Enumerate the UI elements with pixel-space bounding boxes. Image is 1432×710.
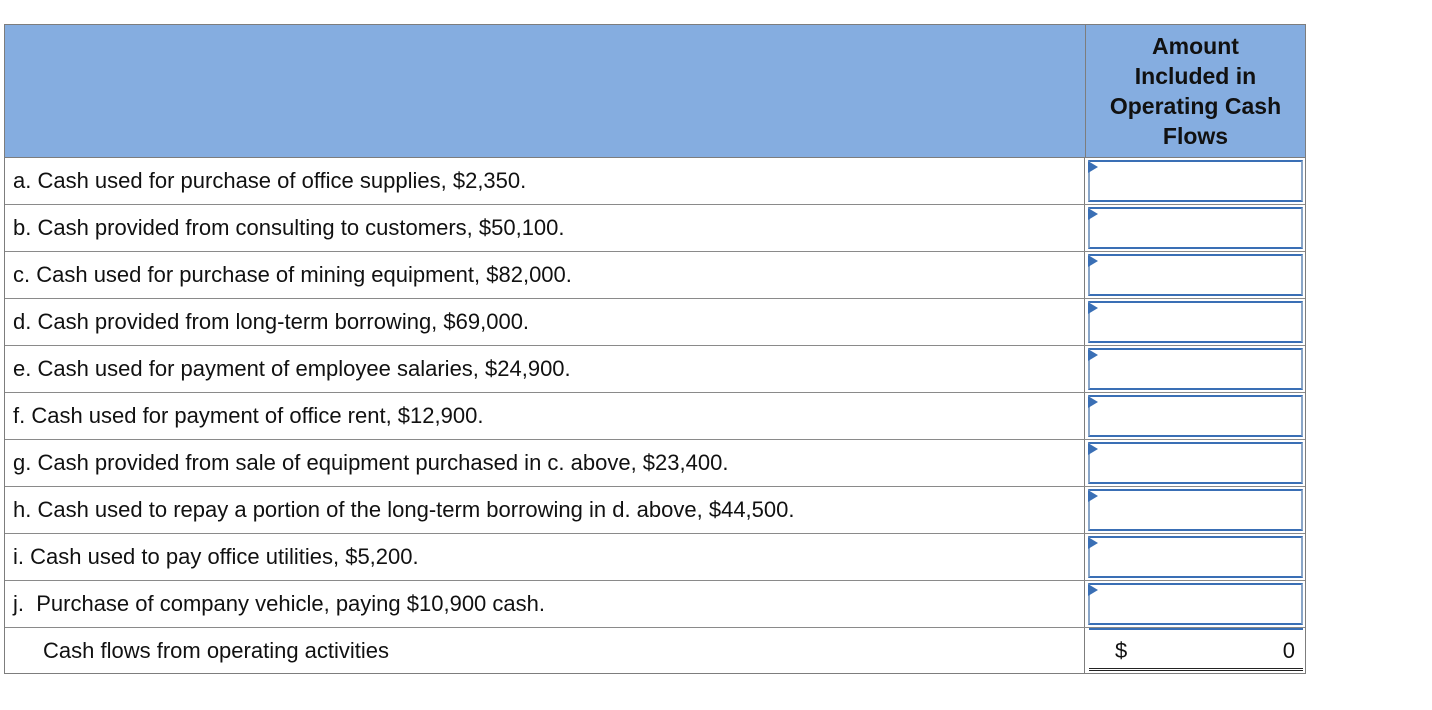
dropdown-marker-icon [1088,208,1098,220]
amount-input-g[interactable] [1088,442,1303,484]
cash-flow-table [4,24,1306,674]
dropdown-marker-icon [1088,255,1098,267]
amount-cell [1085,487,1305,533]
amount-cell [1085,393,1305,439]
amount-input-i[interactable] [1088,536,1303,578]
amount-input-a[interactable] [1088,160,1303,202]
total-row [5,628,1305,673]
amount-input-e[interactable] [1088,348,1303,390]
row-label: i. Cash used to pay office utilities, $5,200. [5,534,1085,580]
table-header [5,25,1305,158]
table-row-e [5,346,1305,393]
dropdown-marker-icon [1088,161,1098,173]
row-label: f. Cash used for payment of office rent, $12,900. [5,393,1085,439]
amount-input-b[interactable] [1088,207,1303,249]
dropdown-marker-icon [1088,490,1098,502]
row-label: a. Cash used for purchase of office supplies, $2,350. [5,158,1085,204]
amount-cell [1085,299,1305,345]
currency-symbol: $ [1115,637,1128,663]
total-label: Cash flows from operating activities [5,628,1085,673]
amount-cell [1085,534,1305,580]
table-row-d [5,299,1305,346]
table-row-i [5,534,1305,581]
header-blank-cell [5,25,1086,157]
amount-cell [1085,252,1305,298]
row-label: c. Cash used for purchase of mining equipment, $82,000. [5,252,1085,298]
dropdown-marker-icon [1088,302,1098,314]
amount-cell [1085,346,1305,392]
header-line-1: Amount [1152,33,1239,59]
dropdown-marker-icon [1088,349,1098,361]
table-row-j [5,581,1305,628]
amount-column-header [1086,25,1305,157]
table-row-g [5,440,1305,487]
total-value: 0 [1282,637,1295,663]
row-label: b. Cash provided from consulting to customers, $50,100. [5,205,1085,251]
dropdown-marker-icon [1088,396,1098,408]
amount-input-h[interactable] [1088,489,1303,531]
row-label: g. Cash provided from sale of equipment purchased in c. above, $23,400. [5,440,1085,486]
row-label: j. Purchase of company vehicle, paying $10,900 cash. [5,581,1085,627]
amount-cell [1085,440,1305,486]
amount-input-d[interactable] [1088,301,1303,343]
amount-cell [1085,158,1305,204]
table-row-b [5,205,1305,252]
table-row-c [5,252,1305,299]
table-row-h [5,487,1305,534]
amount-input-c[interactable] [1088,254,1303,296]
row-label: h. Cash used to repay a portion of the long-term borrowing in d. above, $44,500. [5,487,1085,533]
header-line-2: Included in [1134,63,1257,89]
amount-input-j[interactable] [1088,583,1303,625]
amount-cell [1085,581,1305,627]
amount-cell [1085,205,1305,251]
table-row-a [5,158,1305,205]
row-label: e. Cash used for payment of employee salaries, $24,900. [5,346,1085,392]
header-line-3: Operating Cash [1109,93,1282,119]
header-line-4: Flows [1162,123,1229,149]
dropdown-marker-icon [1088,443,1098,455]
dropdown-marker-icon [1088,584,1098,596]
table-row-f [5,393,1305,440]
total-amount-cell [1085,628,1305,673]
row-label: d. Cash provided from long-term borrowing, $69,000. [5,299,1085,345]
dropdown-marker-icon [1088,537,1098,549]
amount-input-f[interactable] [1088,395,1303,437]
